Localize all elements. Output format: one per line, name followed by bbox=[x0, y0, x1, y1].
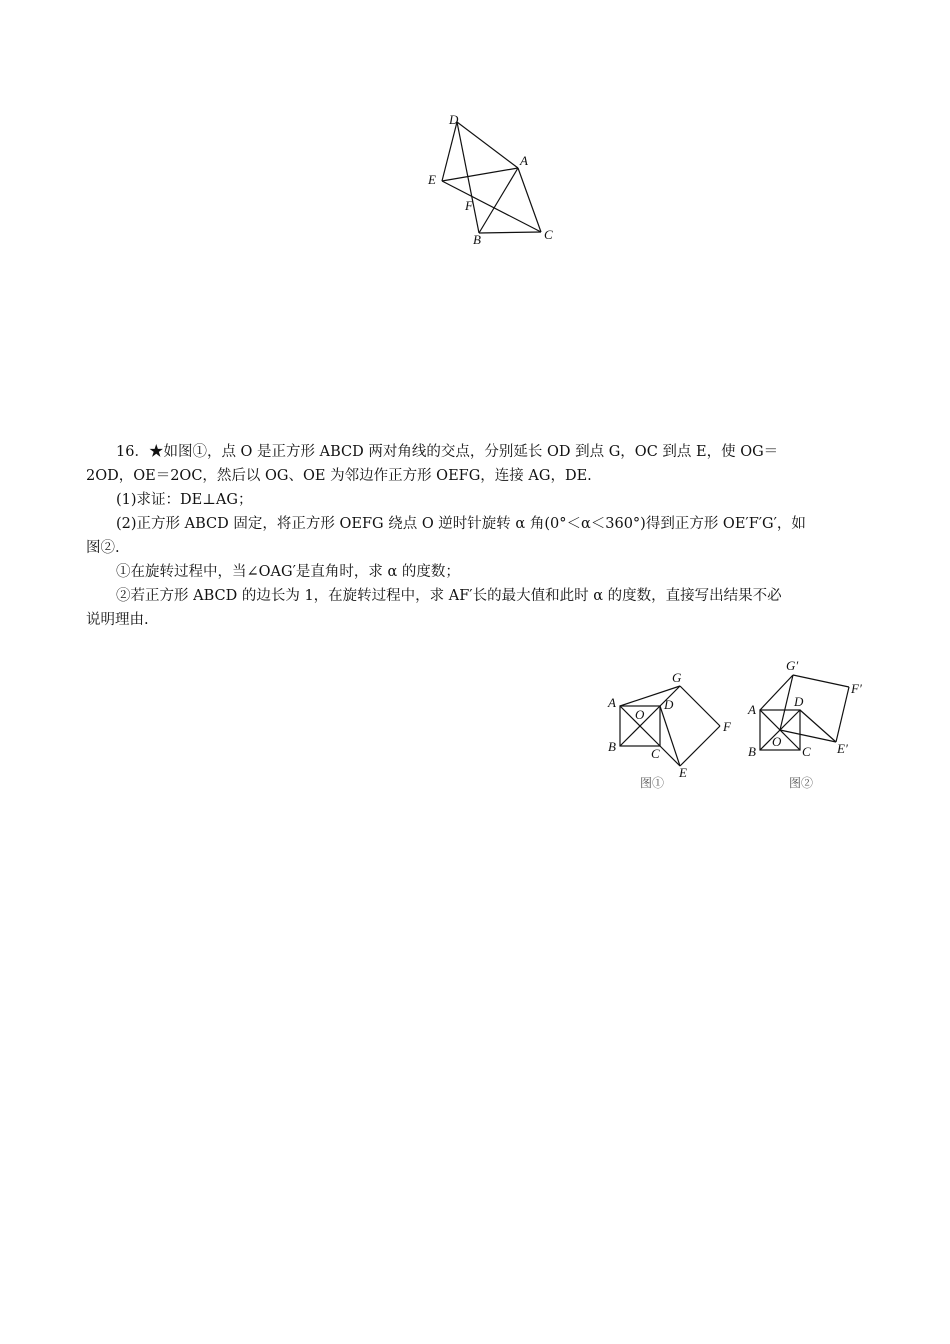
top-figure-svg bbox=[420, 108, 570, 248]
fig2-label-O: O bbox=[772, 734, 782, 749]
figure-2-svg bbox=[740, 656, 875, 796]
fig1-label-C: C bbox=[651, 746, 660, 761]
segment-GF bbox=[680, 686, 720, 726]
fig2-label-A: A bbox=[748, 702, 756, 717]
segment-EA bbox=[442, 168, 518, 181]
problem-line-2: 2OD，OE＝2OC，然后以 OG、OE 为邻边作正方形 OEFG，连接 AG，DE. bbox=[86, 468, 592, 484]
fig1-label-D: D bbox=[664, 697, 674, 712]
figure-1-svg bbox=[600, 665, 750, 800]
problem-16 bbox=[86, 440, 864, 632]
fig1-label-B: B bbox=[608, 739, 616, 754]
fig2-label-B: B bbox=[748, 744, 756, 759]
problem-sub-1: ①在旋转过程中，当∠OAG′是直角时，求 α 的度数； bbox=[116, 564, 460, 580]
figure-2-caption: 图② bbox=[789, 776, 814, 790]
fig2-label-C: C bbox=[802, 744, 811, 759]
segment-G-prime-F-prime bbox=[793, 675, 849, 687]
fig2-label-E-prime: E′ bbox=[837, 741, 848, 756]
top-label-C: C bbox=[544, 227, 553, 242]
problem-line-1: 16．★如图①，点 O 是正方形 ABCD 两对角线的交点，分别延长 OD 到点 G，OC 到点 E，使 OG＝ bbox=[116, 444, 779, 460]
segment-DE bbox=[442, 122, 457, 181]
figure-2 bbox=[740, 656, 875, 796]
fig2-label-F-prime: F′ bbox=[851, 681, 862, 696]
fig1-label-A: A bbox=[608, 695, 616, 710]
problem-part-1: (1)求证：DE⊥AG； bbox=[116, 492, 253, 508]
segment-AG-prime bbox=[760, 675, 793, 710]
top-label-B: B bbox=[473, 232, 481, 247]
fig2-label-G-prime: G′ bbox=[786, 658, 799, 673]
fig1-label-E: E bbox=[679, 765, 687, 780]
problem-part-2-line-1: (2)正方形 ABCD 固定，将正方形 OEFG 绕点 O 逆时针旋转 α 角(0°＜α＜360°)得到正方形 OE′F′G′，如 bbox=[116, 516, 806, 532]
fig1-label-G: G bbox=[672, 670, 682, 685]
problem-sub-2-line-1: ②若正方形 ABCD 的边长为 1，在旋转过程中，求 AF′长的最大值和此时 α 的度数，直接写出结果不必 bbox=[116, 588, 782, 604]
top-figure-segments bbox=[442, 122, 541, 233]
fig1-label-O: O bbox=[635, 707, 645, 722]
top-label-D: D bbox=[449, 112, 459, 127]
problem-part-2-line-2: 图②. bbox=[86, 540, 120, 556]
segment-OG-prime bbox=[780, 675, 793, 730]
segment-DA bbox=[457, 122, 518, 168]
segment-DE-prime bbox=[800, 710, 836, 742]
figure-1 bbox=[600, 665, 750, 800]
top-label-A: A bbox=[520, 153, 528, 168]
top-geometry-figure bbox=[420, 108, 570, 248]
segment-FE bbox=[680, 726, 720, 766]
top-label-E: E bbox=[428, 172, 436, 187]
fig2-label-D: D bbox=[794, 694, 804, 709]
segment-E-prime-O bbox=[780, 730, 836, 742]
top-label-F: F bbox=[465, 198, 473, 213]
figure-1-caption: 图① bbox=[640, 776, 665, 790]
problem-sub-2-line-2: 说明理由. bbox=[86, 612, 149, 628]
segment-DE bbox=[660, 706, 680, 766]
segment-F-prime-E-prime bbox=[836, 687, 849, 742]
segment-EC bbox=[442, 181, 541, 232]
fig1-label-F: F bbox=[723, 719, 731, 734]
segment-AB bbox=[479, 168, 518, 233]
segment-BC bbox=[479, 232, 541, 233]
